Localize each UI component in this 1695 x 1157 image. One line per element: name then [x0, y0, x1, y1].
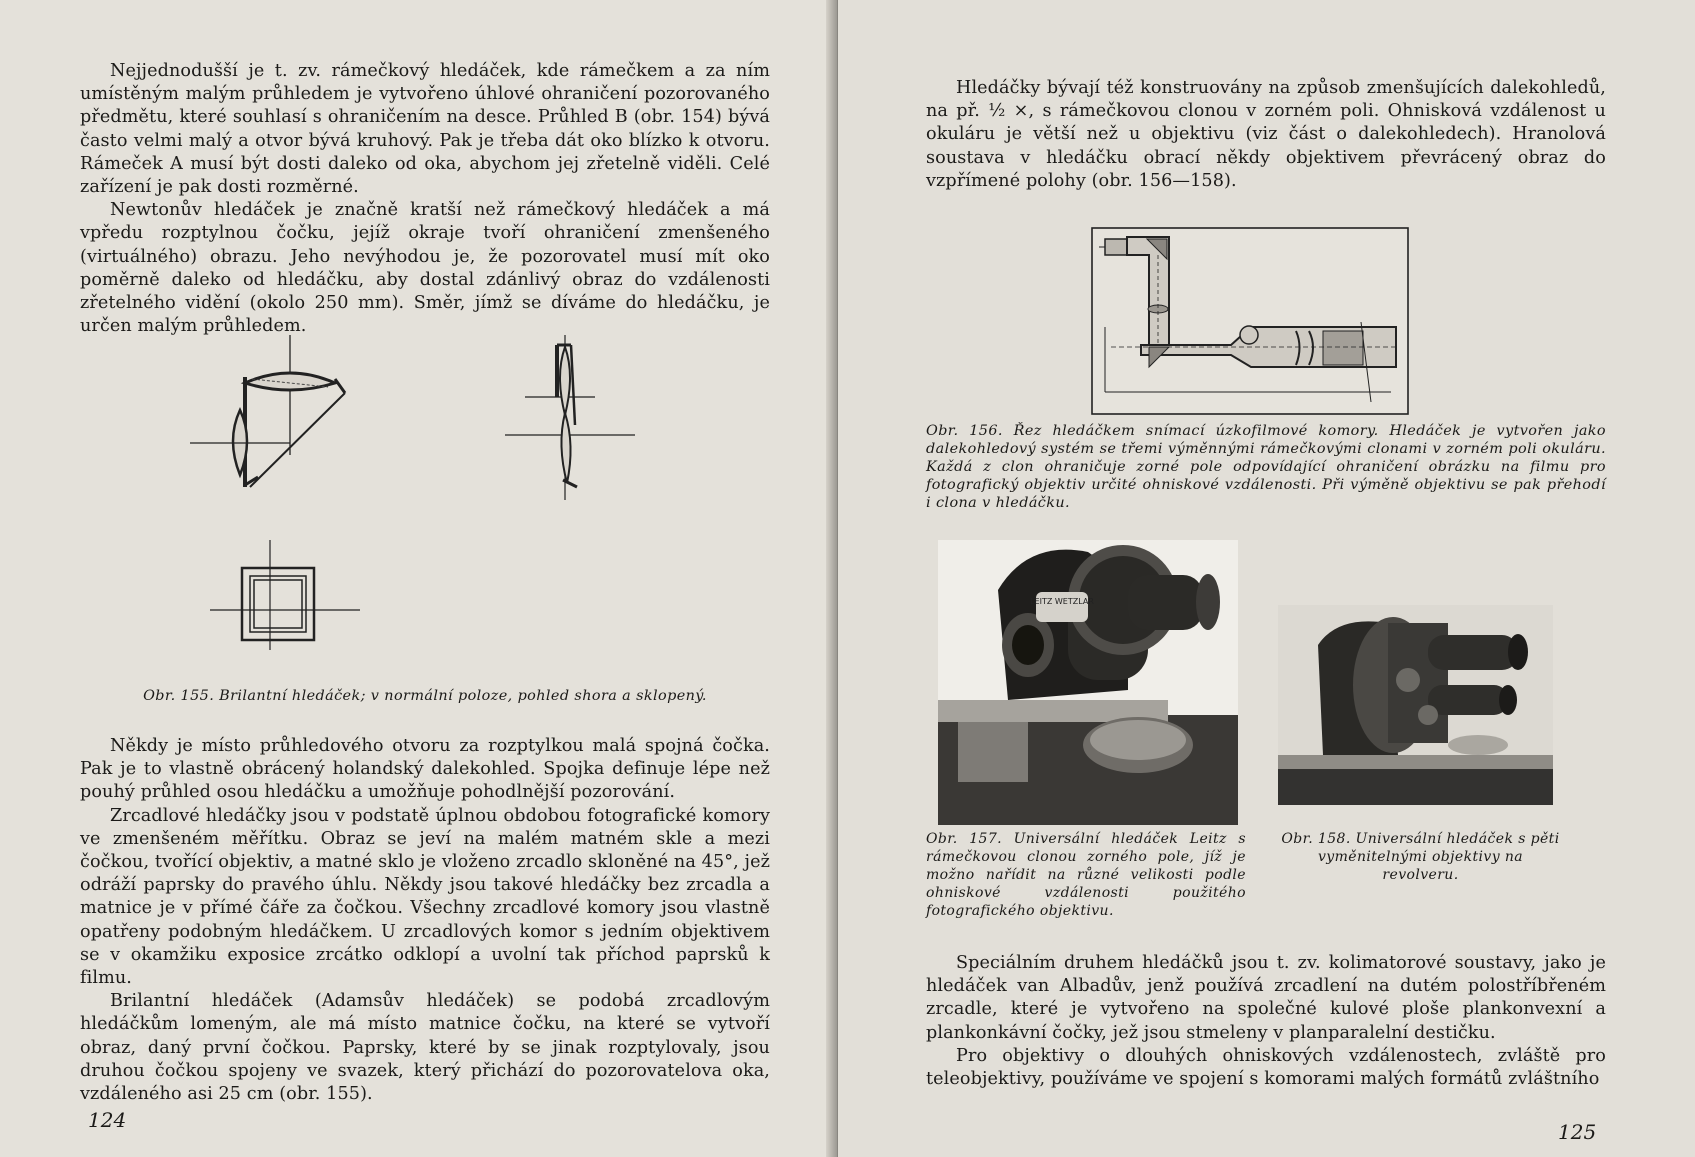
- paragraph: Někdy je místo průhledového otvoru za rozptylkou malá spojná čočka. Pak je to vlastně obrácený holandský dalekohled. Spojka definuje lépe než pouhý průhled osou hledáčku a umožňuje pohodlnější pozorování.: [80, 736, 770, 803]
- right-text-top: [926, 77, 1606, 193]
- figure-155-normal: [190, 335, 370, 525]
- page-number-right: 125: [1558, 1120, 1597, 1144]
- figure-157-caption: Obr. 157. Universální hledáček Leitz s rámečkovou clonou zorného pole, jíž je možno nařídit na různé velikosti podle ohniskové vzdálenosti použitého fotografického objektivu.: [926, 831, 1246, 919]
- left-text-bottom: [80, 735, 770, 1106]
- paragraph: Zrcadlové hledáčky jsou v podstatě úplnou obdobou fotografické komory ve zmenšeném měřítku. Obraz se jeví na malém matném skle a mezi čočkou, tvořící objektiv, a matné sklo je vloženo zrcadlo skloněné na 45°, jež odráží paprsky do pravého úhlu. Někdy jsou takové hledáčky bez zrcadla a matnice je v přímé čáře za čočkou. Všechny zrcadlové komory jsou vlastně opatřeny podobným hledáčkem. U zrcadlových komor s jedním objektivem se v okamžiku exposice zrcátko odklopí a uvolní tak příchod paprsků k filmu.: [80, 805, 770, 989]
- paragraph: Hledáčky bývají též konstruovány na způsob zmenšujících dalekohledů, na př. ½ ×, s rámečkovou clonou v zorném poli. Ohnisková vzdálenost u okuláru je větší než u objektivu (viz část o dalekohledech). Hranolová soustava v hledáčku obrací někdy objektivem převrácený obraz do vzpřímené polohy (obr. 156—158).: [926, 78, 1606, 191]
- figure-155-caption: Obr. 155. Brilantní hledáček; v normální poloze, pohled shora a sklopený.: [143, 688, 707, 704]
- paragraph: Speciálním druhem hledáčků jsou t. zv. kolimatorové soustavy, jako je hledáček van Albadův, jenž používá zrcadlení na dutém polostříbřeném zrcadle, které je vytvořeno na společné kulové ploše plankonvexní a plankonkávní čočky, jež jsou stmeleny v planparalelní destičku.: [926, 953, 1606, 1043]
- paragraph: Pro objektivy o dlouhých ohniskových vzdálenostech, zvláště pro teleobjektivy, používáme ve spojení s komorami malých formátů zvláštního: [926, 1045, 1606, 1090]
- photo-157-label: LEITZ WETZLAR: [1030, 597, 1094, 606]
- figure-158-photo: [1278, 605, 1553, 805]
- paragraph: Brilantní hledáček (Adamsův hledáček) se podobá zrcadlovým hledáčkům lomeným, ale má místo matnice čočku, na které se vytvoří obraz, daný první čočkou. Paprsky, které by se jinak rozptylovaly, jsou druhou čočkou spojeny ve svazek, který přichází do pozorovatelova oka, vzdáleného asi 25 cm (obr. 155).: [80, 991, 770, 1105]
- figure-157-photo: [938, 540, 1238, 825]
- figure-156-diagram: [1091, 227, 1411, 417]
- figure-155-folded: [505, 335, 640, 500]
- right-page: [838, 0, 1695, 1157]
- right-text-bottom: [926, 952, 1606, 1091]
- figure-158-caption: Obr. 158. Universální hledáček s pěti vyměnitelnými objektivy na revolveru.: [1281, 831, 1560, 883]
- paragraph: Newtonův hledáček je značně kratší než rámečkový hledáček a má vpředu rozptylnou čočku, jejíž okraje tvoří ohraničení zmenšeného (virtuálného) obrazu. Jeho nevýhodou je, že pozorovatel musí mít oko poměrně daleko od hledáčku, aby dostal zdánlivý obraz do vzdálenosti zřetelného vidění (okolo 250 mm). Směr, jímž se díváme do hledáčku, je určen malým průhledem.: [80, 200, 770, 337]
- left-text-top: [80, 60, 770, 338]
- figure-155-top-view: [210, 540, 360, 650]
- left-page: [0, 0, 838, 1157]
- figure-156-caption: Obr. 156. Řez hledáčkem snímací úzkofilmové komory. Hledáček je vytvořen jako dalekohledový systém se třemi výměnnými rámečkovými clonami v zorném poli okuláru. Každá z clon ohraničuje zorné pole odpovídající ohraničení obrázku na filmu pro fotografický objektiv určité ohniskové vzdálenosti. Při výměně objektivu se pak přehodí i clona v hledáčku.: [926, 423, 1606, 511]
- page-number-left: 124: [88, 1108, 127, 1132]
- paragraph: Nejjednodušší je t. zv. rámečkový hledáček, kde rámečkem a za ním umístěným malým průhledem je vytvořeno úhlové ohraničení pozorovaného předmětu, které souhlasí s ohraničením na desce. Průhled B (obr. 154) bývá často velmi malý a otvor bývá kruhový. Pak je třeba dát oko blízko k otvoru. Rámeček A musí být dosti daleko od oka, abychom jej zřetelně viděli. Celé zařízení je pak dosti rozměrné.: [80, 61, 770, 198]
